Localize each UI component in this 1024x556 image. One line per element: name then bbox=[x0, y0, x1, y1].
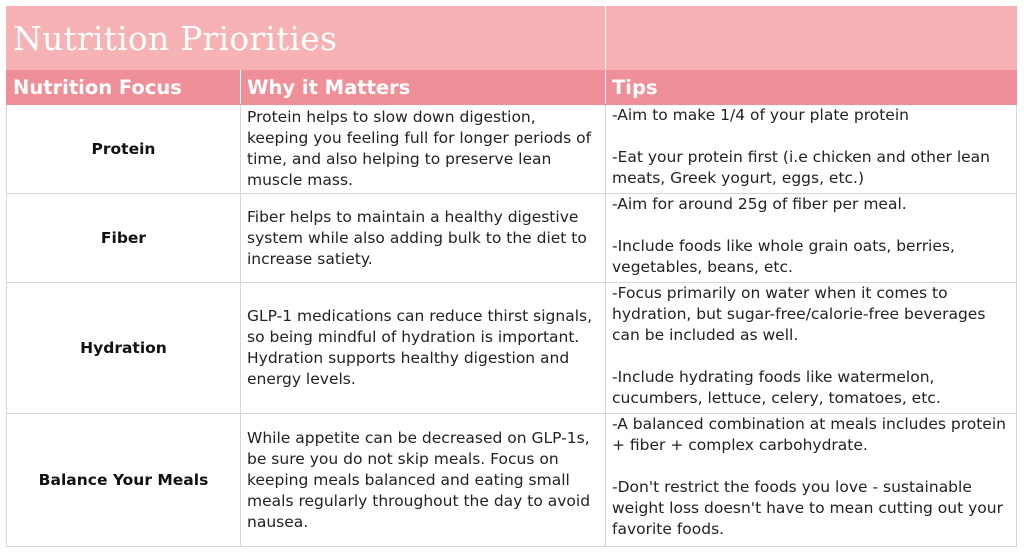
why-cell: While appetite can be decreased on GLP-1s, be sure you do not skip meals. Focus on keeping meals balanced and eating small meals regularly throughout the day to avoid nausea. bbox=[241, 414, 606, 547]
why-cell: GLP-1 medications can reduce thirst signals, so being mindful of hydration is important. Hydration supports healthy digestion and energy levels. bbox=[241, 283, 606, 414]
tips-cell bbox=[606, 105, 1017, 194]
tips-cell bbox=[606, 194, 1017, 283]
why-cell: Fiber helps to maintain a healthy digestive system while also adding bulk to the diet to increase satiety. bbox=[241, 194, 606, 283]
tip-text: -Include foods like whole grain oats, berries, vegetables, beans, etc. bbox=[612, 237, 955, 276]
table-row bbox=[7, 194, 1017, 283]
table-row bbox=[7, 105, 1017, 194]
header-why-it-matters: Why it Matters bbox=[241, 70, 606, 105]
tips-cell bbox=[606, 283, 1017, 414]
tip-text: -Aim for around 25g of fiber per meal. bbox=[612, 195, 907, 213]
nutrition-priorities-table-frame bbox=[6, 6, 1016, 547]
tip-text: -Eat your protein first (i.e chicken and other lean meats, Greek yogurt, eggs, etc.) bbox=[612, 148, 991, 187]
header-nutrition-focus: Nutrition Focus bbox=[7, 70, 241, 105]
focus-cell: Balance Your Meals bbox=[7, 414, 241, 547]
header-tips: Tips bbox=[606, 70, 1017, 105]
table-row bbox=[7, 283, 1017, 414]
why-cell: Protein helps to slow down digestion, keeping you feeling full for longer periods of time, and also helping to preserve lean muscle mass. bbox=[241, 105, 606, 194]
focus-cell: Hydration bbox=[7, 283, 241, 414]
focus-cell: Fiber bbox=[7, 194, 241, 283]
nutrition-priorities-table bbox=[6, 6, 1017, 547]
title-filler-cell bbox=[606, 7, 1017, 70]
tip-text: -Don't restrict the foods you love - sustainable weight loss doesn't have to mean cutting out your favorite foods. bbox=[612, 478, 1003, 538]
header-row bbox=[7, 70, 1017, 105]
tips-cell bbox=[606, 414, 1017, 547]
table-row bbox=[7, 414, 1017, 547]
table-title: Nutrition Priorities bbox=[7, 7, 606, 70]
tip-text: -Include hydrating foods like watermelon, cucumbers, lettuce, celery, tomatoes, etc. bbox=[612, 368, 941, 407]
tip-text: -A balanced combination at meals includes protein + fiber + complex carbohydrate. bbox=[612, 415, 1006, 454]
tip-text: -Focus primarily on water when it comes to hydration, but sugar-free/calorie-free beverages can be included as well. bbox=[612, 284, 986, 344]
focus-cell: Protein bbox=[7, 105, 241, 194]
title-row bbox=[7, 7, 1017, 70]
tip-text: -Aim to make 1/4 of your plate protein bbox=[612, 106, 909, 124]
